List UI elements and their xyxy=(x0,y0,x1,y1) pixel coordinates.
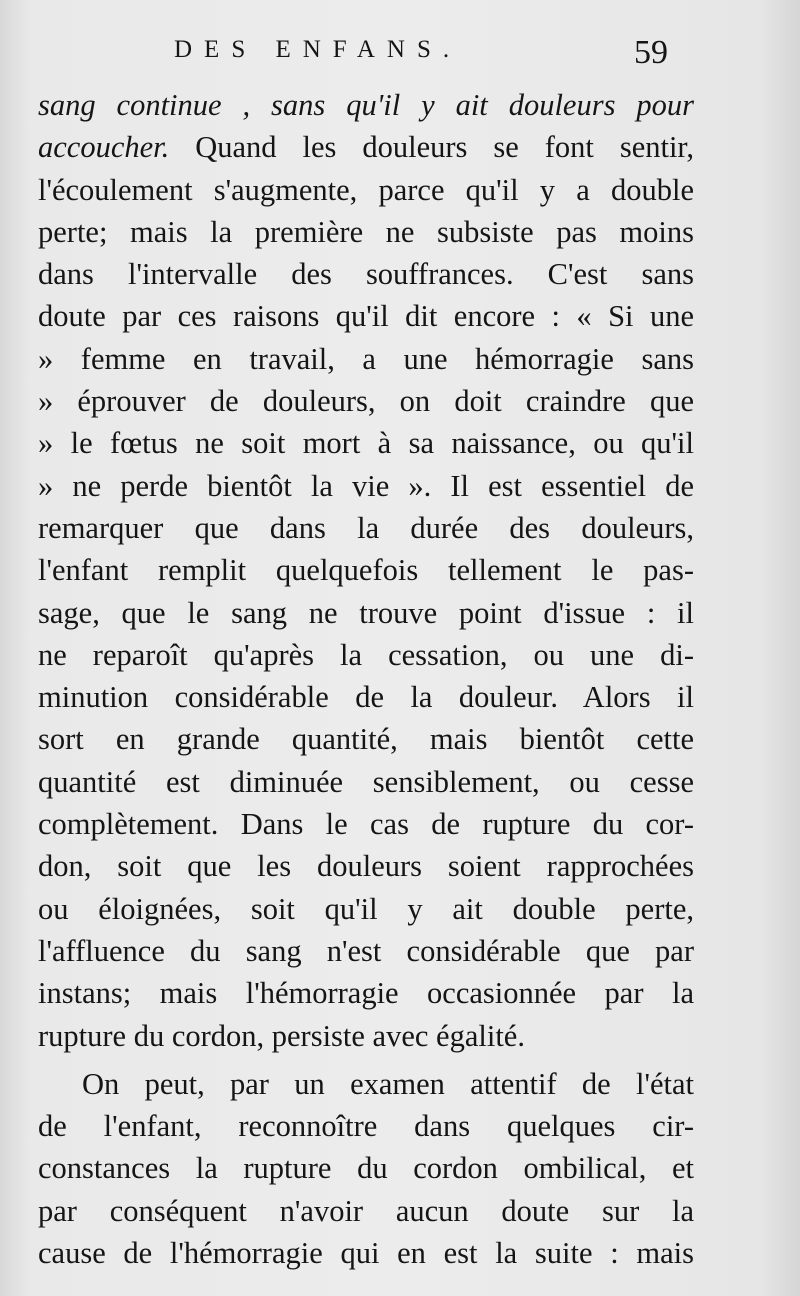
text-line: don, soit que les douleurs soient rapprochées xyxy=(38,849,694,884)
text-line: quantité est diminuée sensiblement, ou cesse xyxy=(38,764,694,799)
body-text xyxy=(38,84,694,1274)
text-line: dans l'intervalle des souffrances. C'est sans xyxy=(38,257,694,292)
page-number: 59 xyxy=(634,34,668,71)
text-line: ou éloignées, soit qu'il y ait double perte, xyxy=(38,891,694,926)
running-head xyxy=(0,34,800,84)
text-line: sort en grande quantité, mais bientôt cette xyxy=(38,722,694,757)
text-line: rupture du cordon, persiste avec égalité. xyxy=(38,1018,525,1053)
text-line: l'affluence du sang n'est considérable que par xyxy=(38,933,694,968)
paragraph-2 xyxy=(38,1063,694,1274)
text-run: Quand les douleurs se font sentir, xyxy=(169,130,694,165)
text-line: » éprouver de douleurs, on doit craindre que xyxy=(38,384,694,419)
text-line: sage, que le sang ne trouve point d'issue : il xyxy=(38,595,694,630)
text-line: constances la rupture du cordon ombilical, et xyxy=(38,1151,694,1186)
text-line: par conséquent n'avoir aucun doute sur la xyxy=(38,1193,694,1228)
text-line: On peut, par un examen attentif de l'état xyxy=(82,1066,694,1101)
text-line: instans; mais l'hémorragie occasionnée par la xyxy=(38,976,694,1011)
text-line xyxy=(38,84,694,126)
running-title: DES ENFANS. xyxy=(174,36,462,63)
text-line: ne reparoît qu'après la cessation, ou une di- xyxy=(38,637,694,672)
text-line: remarquer que dans la durée des douleurs, xyxy=(38,510,694,545)
italic-text: sang continue , sans qu'il y ait douleurs pour xyxy=(38,88,694,122)
text-line: de l'enfant, reconnoître dans quelques cir- xyxy=(38,1109,694,1144)
text-line: » femme en travail, a une hémorragie sans xyxy=(38,341,694,376)
text-line: perte; mais la première ne subsiste pas moins xyxy=(38,214,694,249)
text-line: complètement. Dans le cas de rupture du cor- xyxy=(38,807,694,842)
text-line xyxy=(38,126,694,168)
paragraph-1 xyxy=(38,84,694,1057)
text-line: l'enfant remplit quelquefois tellement le pas- xyxy=(38,553,694,588)
text-line: » le fœtus ne soit mort à sa naissance, ou qu'il xyxy=(38,426,694,461)
text-line: doute par ces raisons qu'il dit encore : « Si une xyxy=(38,299,694,334)
italic-text: accoucher. xyxy=(38,130,170,165)
text-line: cause de l'hémorragie qui en est la suite : mais xyxy=(38,1236,694,1271)
text-line: minution considérable de la douleur. Alors il xyxy=(38,680,694,715)
text-line: » ne perde bientôt la vie ». Il est essentiel de xyxy=(38,468,694,503)
text-line: l'écoulement s'augmente, parce qu'il y a double xyxy=(38,172,694,207)
